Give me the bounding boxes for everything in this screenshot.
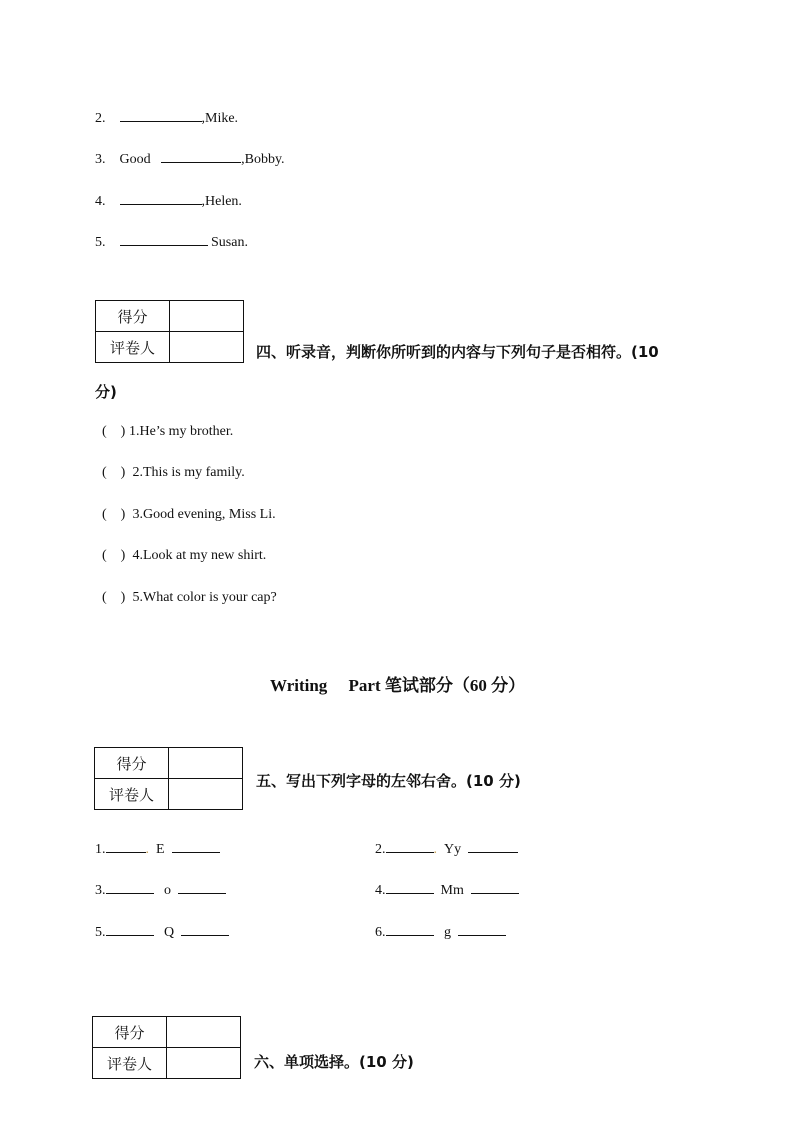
grader-cell[interactable] (167, 1048, 241, 1079)
answer-blank[interactable] (120, 233, 208, 246)
answer-blank[interactable] (120, 109, 202, 122)
answer-blank[interactable] (172, 840, 220, 853)
answer-paren[interactable]: ( ) (102, 424, 126, 439)
answer-blank[interactable] (468, 840, 518, 853)
answer-blank[interactable] (106, 840, 146, 853)
grader-label: 评卷人 (93, 1048, 167, 1079)
answer-blank[interactable] (386, 881, 434, 894)
answer-paren[interactable]: ( ) (102, 507, 126, 522)
answer-paren[interactable]: ( ) (102, 590, 126, 605)
answer-blank[interactable] (106, 881, 154, 894)
score-table (95, 300, 244, 363)
answer-blank[interactable] (106, 923, 154, 936)
letter-item-1: 1. . E (95, 840, 220, 858)
judge-item-5: ( ) 5.What color is your cap? (102, 590, 277, 605)
writing-part-title: Writing Part 笔试部分（60 分） (270, 676, 526, 695)
letter-item-5: 5. Q (95, 923, 229, 941)
score-label: 得分 (96, 301, 170, 332)
letter-item-3: 3. o (95, 881, 226, 899)
section4-heading-cont: 分) (95, 383, 117, 401)
letter-item-6: 6. g (375, 923, 506, 941)
score-table (92, 1016, 241, 1079)
answer-blank[interactable] (178, 881, 226, 894)
letter-item-2: 2. . Yy (375, 840, 518, 858)
judge-item-2: ( ) 2.This is my family. (102, 465, 245, 480)
score-cell[interactable] (167, 1017, 241, 1048)
answer-blank[interactable] (386, 840, 434, 853)
grader-cell[interactable] (170, 332, 244, 363)
grader-cell[interactable] (169, 779, 243, 810)
answer-blank[interactable] (386, 923, 434, 936)
answer-paren[interactable]: ( ) (102, 465, 126, 480)
score-label: 得分 (93, 1017, 167, 1048)
judge-item-3: ( ) 3.Good evening, Miss Li. (102, 507, 276, 522)
score-cell[interactable] (170, 301, 244, 332)
fill-item-5: 5. Susan. (95, 235, 248, 250)
answer-blank[interactable] (181, 923, 229, 936)
answer-blank[interactable] (458, 923, 506, 936)
fill-item-4: 4. ,Helen. (95, 194, 242, 209)
section5-heading: 五、写出下列字母的左邻右舍。(10 分) (256, 772, 521, 790)
score-table (94, 747, 243, 810)
section4-heading: 四、听录音，判断你所听到的内容与下列句子是否相符。(10 (256, 343, 659, 361)
fill-item-2: 2. ,Mike. (95, 111, 239, 126)
answer-blank[interactable] (471, 881, 519, 894)
section6-heading: 六、单项选择。(10 分) (254, 1053, 414, 1071)
answer-blank[interactable] (161, 150, 241, 163)
answer-paren[interactable]: ( ) (102, 548, 126, 563)
judge-item-4: ( ) 4.Look at my new shirt. (102, 548, 267, 563)
score-cell[interactable] (169, 748, 243, 779)
answer-blank[interactable] (120, 192, 202, 205)
letter-item-4: 4. Mm (375, 881, 519, 899)
judge-item-1: ( ) 1.He’s my brother. (102, 424, 234, 439)
grader-label: 评卷人 (96, 332, 170, 363)
fill-item-3: 3. Good ,Bobby. (95, 152, 285, 167)
score-label: 得分 (95, 748, 169, 779)
grader-label: 评卷人 (95, 779, 169, 810)
